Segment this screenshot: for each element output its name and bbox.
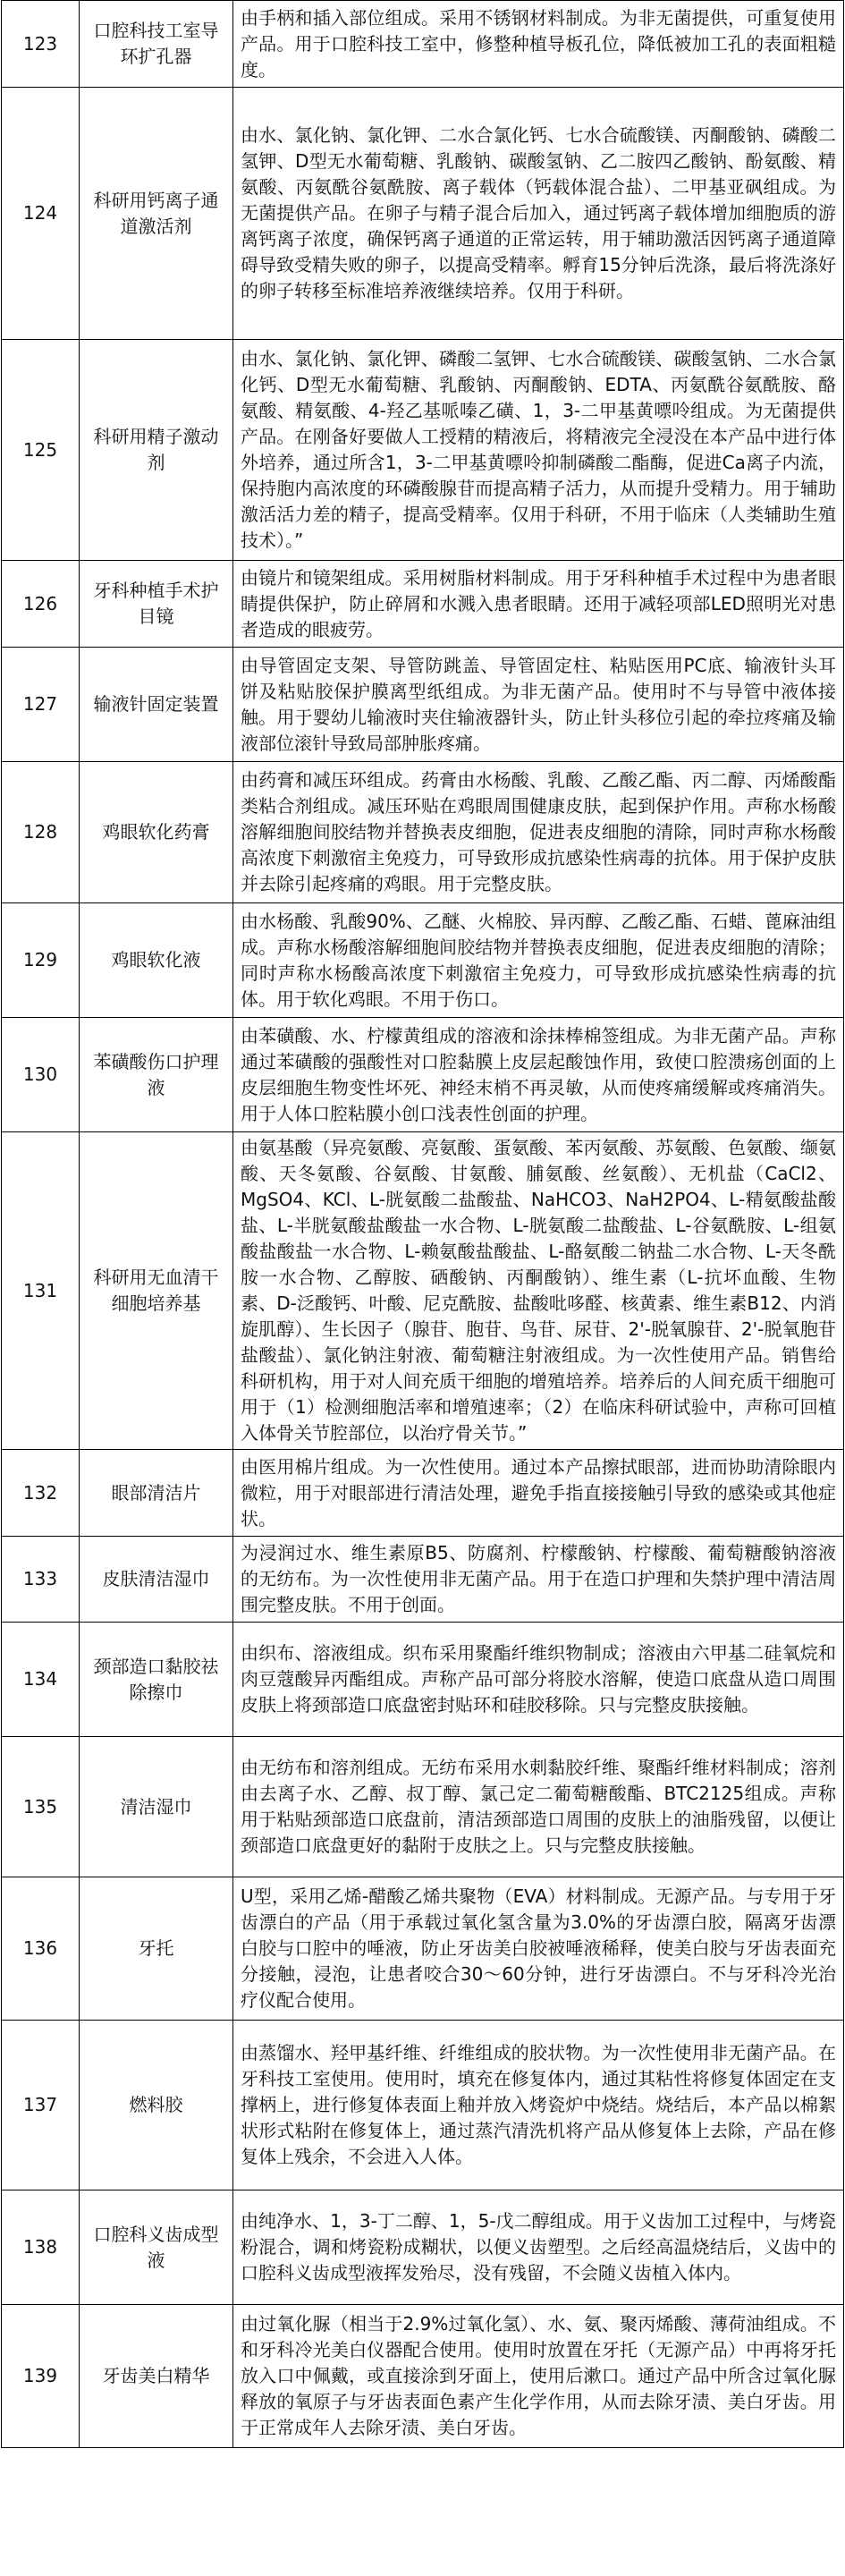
row-number: 133: [2, 1537, 80, 1623]
row-number: 126: [2, 561, 80, 648]
row-number: 132: [2, 1450, 80, 1537]
product-name: 口腔科义齿成型液: [80, 2190, 233, 2305]
table-row: [2, 2305, 844, 2448]
product-name: 眼部清洁片: [80, 1450, 233, 1537]
row-number: 136: [2, 1877, 80, 2021]
product-description: 由苯磺酸、水、柠檬黄组成的溶液和涂抹棒棉签组成。为非无菌产品。声称通过苯磺酸的强酸性对口腔黏膜上皮层起酸蚀作用，致使口腔溃疡创面的上皮层细胞生物变性坏死、神经末梢不再灵敏，从而使疼痛缓解或疼痛消失。用于人体口腔粘膜小创口浅表性创面的护理。: [233, 1018, 844, 1132]
product-name: 颈部造口黏胶祛除擦巾: [80, 1623, 233, 1737]
product-name: 清洁湿巾: [80, 1737, 233, 1877]
product-name: 科研用精子激动剂: [80, 340, 233, 561]
product-name: 牙科种植手术护目镜: [80, 561, 233, 648]
product-name: 牙托: [80, 1877, 233, 2021]
table-row: [2, 903, 844, 1018]
row-number: 135: [2, 1737, 80, 1877]
table-row: [2, 561, 844, 648]
row-number: 134: [2, 1623, 80, 1737]
table-row: [2, 1623, 844, 1737]
table-row: [2, 1537, 844, 1623]
row-number: 139: [2, 2305, 80, 2448]
row-number: 131: [2, 1132, 80, 1450]
product-description: 由药膏和减压环组成。药膏由水杨酸、乳酸、乙酸乙酯、丙二醇、丙烯酸酯类粘合剂组成。减压环贴在鸡眼周围健康皮肤，起到保护作用。声称水杨酸溶解细胞间胶结物并替换表皮细胞，促进表皮细胞的清除，同时声称水杨酸高浓度下刺激宿主免疫力，可导致形成抗感染性病毒的抗体。用于保护皮肤并去除引起疼痛的鸡眼。用于完整皮肤。: [233, 762, 844, 903]
product-description: U型，采用乙烯-醋酸乙烯共聚物（EVA）材料制成。无源产品。与专用于牙齿漂白的产品（用于承载过氧化氢含量为3.0%的牙齿漂白胶，隔离牙齿漂白胶与口腔中的唾液，防止牙齿美白胶被唾液稀释，使美白胶与牙齿表面充分接触，浸泡，让患者咬合30～60分钟，进行牙齿漂白。不与牙科冷光治疗仪配合使用。: [233, 1877, 844, 2021]
table-row: [2, 762, 844, 903]
product-description: 由水、氯化钠、氯化钾、磷酸二氢钾、七水合硫酸镁、碳酸氢钠、二水合氯化钙、D型无水葡萄糖、乳酸钠、丙酮酸钠、EDTA、丙氨酰谷氨酰胺、酪氨酸、精氨酸、4-羟乙基哌嗪乙磺、1，3-二甲基黄嘌呤组成。为无菌提供产品。在刚备好要做人工授精的精液后，将精液完全浸没在本产品中进行体外培养，通过所含1，3-二甲基黄嘌呤抑制磷酸二酯酶，促进Ca离子内流，保持胞内高浓度的环磷酸腺苷而提高精子活力，从而提升受精力。用于辅助激活活力差的精子，提高受精率。仅用于科研，不用于临床（人类辅助生殖技术）。”: [233, 340, 844, 561]
product-name: 皮肤清洁湿巾: [80, 1537, 233, 1623]
regulatory-product-table: [1, 0, 844, 2448]
row-number: 138: [2, 2190, 80, 2305]
product-name: 输液针固定装置: [80, 648, 233, 762]
table-row: [2, 2190, 844, 2305]
product-name: 苯磺酸伤口护理液: [80, 1018, 233, 1132]
product-description: 由纯净水、1，3-丁二醇、1，5-戊二醇组成。用于义齿加工过程中，与烤瓷粉混合，调和烤瓷粉成糊状，以便义齿塑型。之后经高温烧结后，义齿中的口腔科义齿成型液挥发殆尽，没有残留，不会随义齿植入体内。: [233, 2190, 844, 2305]
product-description: 由镜片和镜架组成。采用树脂材料制成。用于牙科种植手术过程中为患者眼睛提供保护，防止碎屑和水溅入患者眼睛。还用于减轻项部LED照明光对患者造成的眼疲劳。: [233, 561, 844, 648]
row-number: 125: [2, 340, 80, 561]
row-number: 123: [2, 1, 80, 88]
product-name: 燃料胶: [80, 2021, 233, 2190]
table-row: [2, 2021, 844, 2190]
product-description: 由无纺布和溶剂组成。无纺布采用水刺黏胶纤维、聚酯纤维材料制成；溶剂由去离子水、乙醇、叔丁醇、氯己定二葡萄糖酸酯、BTC2125组成。声称用于粘贴颈部造口底盘前，清洁颈部造口周围的皮肤上的油脂残留，以便让颈部造口底盘更好的黏附于皮肤之上。只与完整皮肤接触。: [233, 1737, 844, 1877]
product-description: 由水杨酸、乳酸90%、乙醚、火棉胶、异丙醇、乙酸乙酯、石蜡、蓖麻油组成。声称水杨酸溶解细胞间胶结物并替换表皮细胞，促进表皮细胞的清除；同时声称水杨酸高浓度下刺激宿主免疫力，可导致形成抗感染性病毒的抗体。用于软化鸡眼。不用于伤口。: [233, 903, 844, 1018]
table-row: [2, 648, 844, 762]
product-description: 由蒸馏水、羟甲基纤维、纤维组成的胶状物。为一次性使用非无菌产品。在牙科技工室使用。使用时，填充在修复体内，通过其粘性将修复体固定在支撑柄上，进行修复体表面上釉并放入烤瓷炉中烧结。烧结后，本产品以棉絮状形式粘附在修复体上，通过蒸汽清洗机将产品从修复体上去除，产品在修复体上残余，不会进入人体。: [233, 2021, 844, 2190]
row-number: 129: [2, 903, 80, 1018]
product-name: 口腔科技工室导环扩孔器: [80, 1, 233, 88]
product-description: 由氨基酸（异亮氨酸、亮氨酸、蛋氨酸、苯丙氨酸、苏氨酸、色氨酸、缬氨酸、天冬氨酸、谷氨酸、甘氨酸、脯氨酸、丝氨酸）、无机盐（CaCl2、MgSO4、KCl、L-胱氨酸二盐酸盐、NaHCO3、NaH2PO4、L-精氨酸盐酸盐、L-半胱氨酸盐酸盐一水合物、L-胱氨酸二盐酸盐、L-谷氨酰胺、L-组氨酸盐酸盐一水合物、L-赖氨酸盐酸盐、L-酪氨酸二钠盐二水合物、L-天冬酰胺一水合物、乙醇胺、硒酸钠、丙酮酸钠）、维生素（L-抗坏血酸、生物素、D-泛酸钙、叶酸、尼克酰胺、盐酸吡哆醛、核黄素、维生素B12、内消旋肌醇）、生长因子（腺苷、胞苷、鸟苷、尿苷、2'-脱氧腺苷、2'-脱氧胞苷盐酸盐）、氯化钠注射液、葡萄糖注射液组成。为一次性使用产品。销售给科研机构，用于对人间充质干细胞的增殖培养。培养后的人间充质干细胞可用于（1）检测细胞活率和增殖速率；（2）在临床科研试验中，声称可回植入体骨关节腔部位，以治疗骨关节。”: [233, 1132, 844, 1450]
table-row: [2, 1737, 844, 1877]
product-description: 由水、氯化钠、氯化钾、二水合氯化钙、七水合硫酸镁、丙酮酸钠、磷酸二氢钾、D型无水葡萄糖、乳酸钠、碳酸氢钠、乙二胺四乙酸钠、酚氨酸、精氨酸、丙氨酰谷氨酰胺、离子载体（钙载体混合盐）、二甲基亚砜组成。为无菌提供产品。在卵子与精子混合后加入，通过钙离子载体增加细胞质的游离钙离子浓度，确保钙离子通道的正常运转，用于辅助激活因钙离子通道障碍导致受精失败的卵子，以提高受精率。孵育15分钟后洗涤，最后将洗涤好的卵子转移至标准培养液继续培养。仅用于科研。: [233, 88, 844, 340]
product-name: 鸡眼软化液: [80, 903, 233, 1018]
product-name: 科研用无血清干细胞培养基: [80, 1132, 233, 1450]
product-description: 由织布、溶液组成。织布采用聚酯纤维织物制成；溶液由六甲基二硅氧烷和肉豆蔻酸异丙酯组成。声称产品可部分将胶水溶解，使造口底盘从造口周围皮肤上将颈部造口底盘密封贴环和硅胶移除。只与完整皮肤接触。: [233, 1623, 844, 1737]
table-row: [2, 1018, 844, 1132]
product-name: 鸡眼软化药膏: [80, 762, 233, 903]
product-name: 牙齿美白精华: [80, 2305, 233, 2448]
row-number: 130: [2, 1018, 80, 1132]
table-row: [2, 1132, 844, 1450]
table-row: [2, 1877, 844, 2021]
row-number: 128: [2, 762, 80, 903]
table-row: [2, 88, 844, 340]
table-row: [2, 340, 844, 561]
product-description: 由手柄和插入部位组成。采用不锈钢材料制成。为非无菌提供，可重复使用产品。用于口腔科技工室中，修整种植导板孔位，降低被加工孔的表面粗糙度。: [233, 1, 844, 88]
row-number: 127: [2, 648, 80, 762]
product-description: 由导管固定支架、导管防跳盖、导管固定柱、粘贴医用PC底、输液针头耳饼及粘贴胶保护膜离型纸组成。为非无菌产品。使用时不与导管中液体接触。用于婴幼儿输液时夹住输液器针头，防止针头移位引起的牵拉疼痛及输液部位滚针导致局部肿胀疼痛。: [233, 648, 844, 762]
row-number: 124: [2, 88, 80, 340]
product-description: 由医用棉片组成。为一次性使用。通过本产品擦拭眼部，进而协助清除眼内微粒，用于对眼部进行清洁处理，避免手指直接接触引导致的感染或其他症状。: [233, 1450, 844, 1537]
table-row: [2, 1, 844, 88]
product-name: 科研用钙离子通道激活剂: [80, 88, 233, 340]
row-number: 137: [2, 2021, 80, 2190]
product-description: 为浸润过水、维生素原B5、防腐剂、柠檬酸钠、柠檬酸、葡萄糖酸钠溶液的无纺布。为一次性使用非无菌产品。用于在造口护理和失禁护理中清洁周围完整皮肤。不用于创面。: [233, 1537, 844, 1623]
product-description: 由过氧化脲（相当于2.9%过氧化氢）、水、氨、聚丙烯酸、薄荷油组成。不和牙科冷光美白仪器配合使用。使用时放置在牙托（无源产品）中再将牙托放入口中佩戴，或直接涂到牙面上，使用后漱口。通过产品中所含过氧化脲释放的氧原子与牙齿表面色素产生化学作用，从而去除牙渍、美白牙齿。用于正常成年人去除牙渍、美白牙齿。: [233, 2305, 844, 2448]
table-row: [2, 1450, 844, 1537]
